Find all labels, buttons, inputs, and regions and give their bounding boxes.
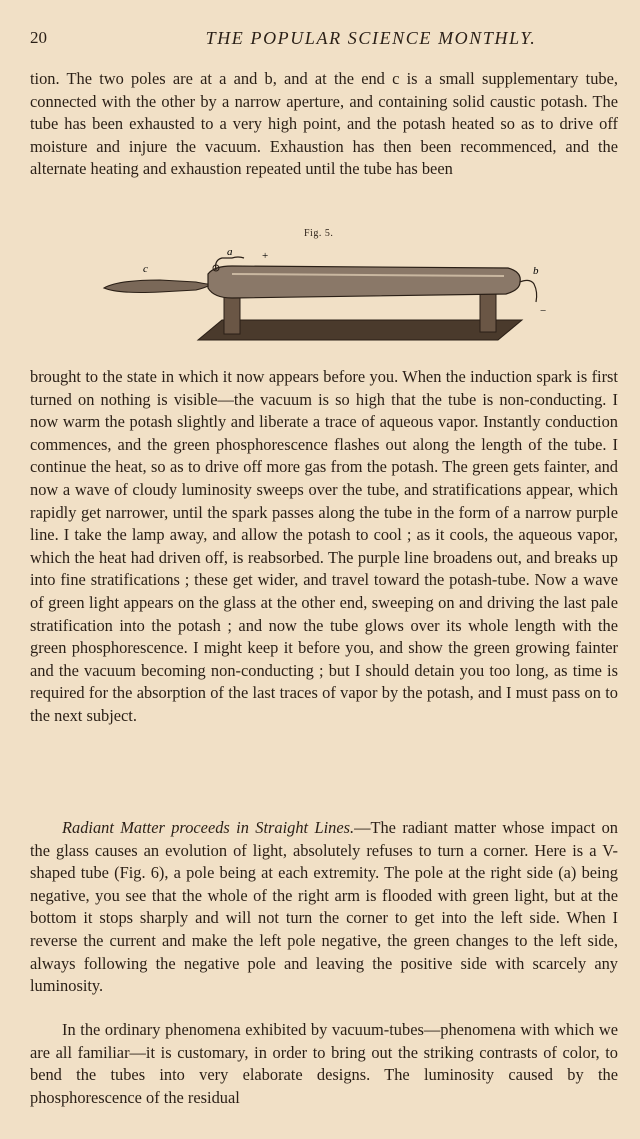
page-number: 20	[30, 28, 47, 47]
section-heading: Radiant Matter proceeds in Straight Lines.	[62, 818, 355, 837]
wooden-base	[198, 320, 522, 340]
figure-label: Fig. 5.	[304, 228, 334, 239]
potash-tube	[104, 280, 208, 293]
paragraph-vacuum-tubes: In the ordinary phenomena exhibited by vacuum-tubes—phenomena with which we are all familiar—it is customary, in order to bring out the striking contrasts of color, to bend the tubes into very elaborate designs. The luminosity caused by the phosphorescence of the residual	[30, 1020, 618, 1107]
section-body: —The radiant matter whose impact on the glass causes an evolution of light, absolutely refuses to turn a corner. Here is a V-shaped tube (Fig. 6), a pole being at each extremity. The pole at the right side (a) being negative, you see that the whole of the right arm is flooded with green light, but at the bottom it stops sharply and will not turn the corner to get into the left side. When I reverse the current and make the left pole negative, the green changes to the left side, always following the negative pole and leaving the positive side with scarcely any luminosity.	[30, 818, 619, 996]
plus-sign: +	[262, 250, 269, 262]
letter-b: b	[533, 265, 539, 277]
paragraph-intro: tion. The two poles are at a and b, and at the end c is a small supplementary tube, connected with the other by a narrow aperture, and containing solid caustic potash. The tube has been exhausted to a very high point, and the potash heated so as to drive off moisture and injure the vacuum. Exhaustion has then been recommenced, and the alternate heating and exhaustion repeated until the tube has been	[30, 69, 618, 179]
wire-b	[520, 280, 537, 302]
main-tube	[208, 266, 520, 298]
letter-c: c	[143, 263, 148, 275]
letter-a: a	[227, 246, 233, 258]
paragraph-radiant-matter	[30, 817, 618, 998]
figure-5	[0, 222, 640, 352]
paragraph-main: brought to the state in which it now appears before you. When the induction spark is first turned on nothing is visible—the vacuum is so high that the tube is non-conducting. I now warm the potash slightly and liberate a trace of aqueous vapor. Instantly conduction commences, and the green phosphorescence flashes out along the length of the tube. I continue the heat, so as to drive off more gas from the potash. The green gets fainter, and now a wave of cloudy luminosity sweeps over the tube, and stratifications appear, which rapidly get narrower, until the spark passes along the tube in the form of a narrow purple line. I take the lamp away, and allow the potash to cool ; as it cools, the aqueous vapor, which the heat had driven off, is reabsorbed. The purple line broadens out, and breaks up into fine stratifications ; these get wider, and travel toward the potash-tube. Now a wave of green light appears on the glass at the other end, sweeping on and driving the last pale stratification into the potash ; and now the tube glows over its whole length with the green phosphorescence. I might keep it before you, and show the green growing fainter and the vacuum becoming non-conducting ; but I should detain you too long, as time is required for the absorption of the last traces of vapor by the potash, and I must pass on to the next subject.	[30, 367, 618, 725]
page-header	[30, 28, 616, 52]
running-head: THE POPULAR SCIENCE MONTHLY.	[205, 28, 537, 48]
vacuum-tube-illustration	[0, 222, 640, 352]
minus-sign: −	[540, 305, 547, 317]
